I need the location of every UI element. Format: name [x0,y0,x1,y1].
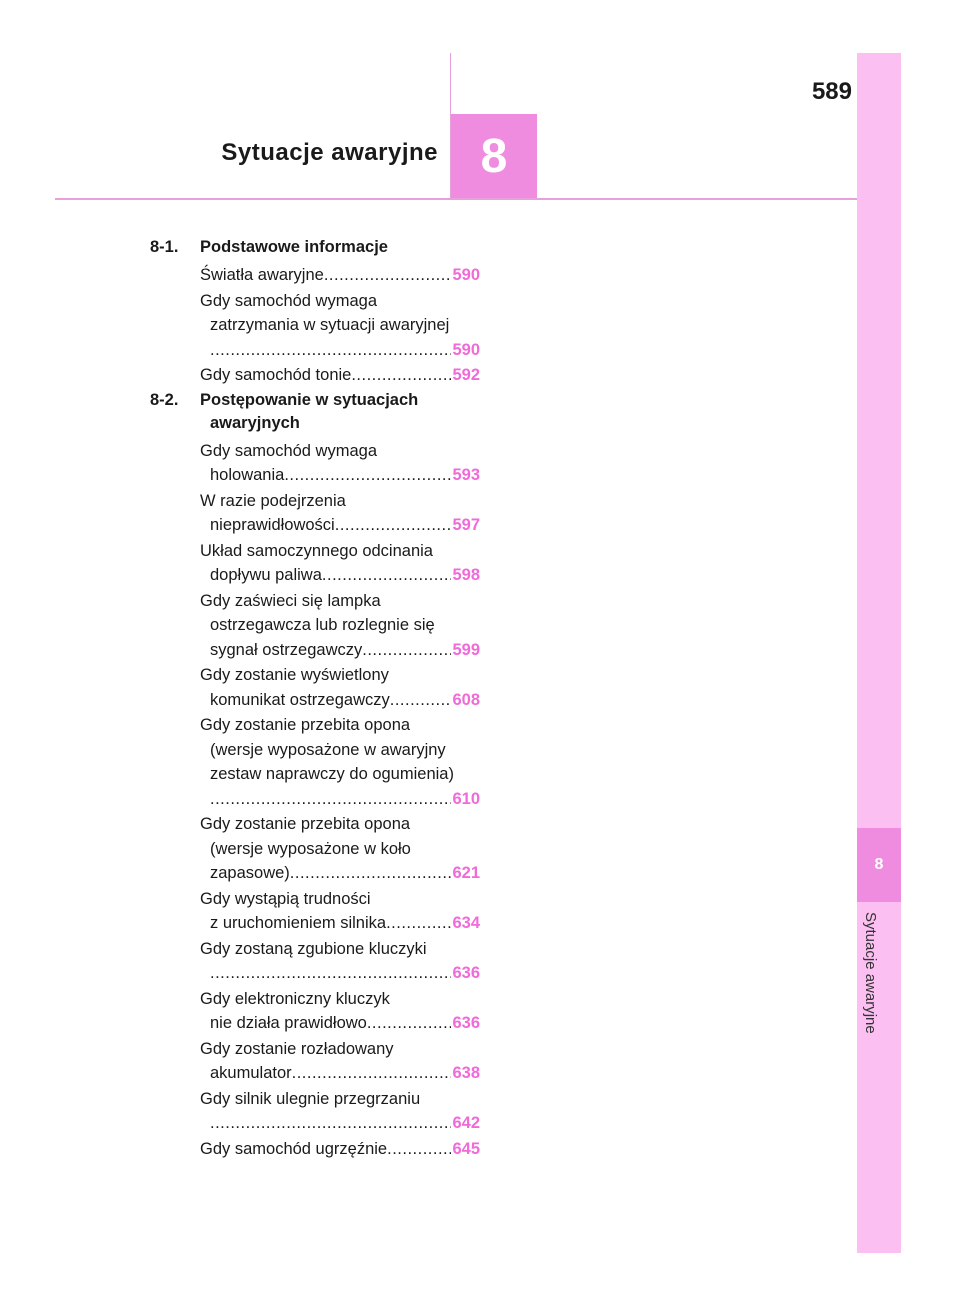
toc-entry-link[interactable] [150,1137,480,1162]
dot-leader [335,513,452,538]
toc-entry-text: Gdy wystąpią trudności [200,889,371,908]
toc-entry-link[interactable] [150,713,480,811]
toc-entry-text: Gdy samochód ugrzęźnie [200,1139,388,1158]
toc-entry-text: (wersje wyposażone w koło [210,839,411,858]
toc-section-title: Postępowanie w sytuacjach awaryjnych [200,390,419,432]
toc-entry-text: W razie podejrzenia [200,491,346,510]
dot-leader [210,1111,451,1136]
toc-entry-page-number[interactable]: 638 [452,1064,480,1082]
toc-section-heading [150,389,480,435]
toc-entry-text: holowania [210,466,285,484]
toc-entry-link[interactable] [150,812,480,886]
toc-entry-text: Światła awaryjne [200,266,324,284]
toc-section-number: 8-2. [150,390,179,409]
toc-entry-page-number[interactable]: 598 [452,566,480,584]
toc-entry-link[interactable] [150,937,480,986]
toc-entry-text: zapasowe) [210,864,290,882]
dot-leader [390,688,452,713]
toc-entry-link[interactable] [150,263,480,288]
page-number: 589 [811,78,852,105]
toc-entry-text: komunikat ostrzegawczy [210,690,390,709]
toc-entry-text: Gdy samochód wymaga [200,291,377,310]
toc-entry-page-number[interactable]: 599 [452,640,480,659]
side-tab-number: 8 [874,856,884,873]
toc-entry-page-number[interactable]: 590 [452,266,480,284]
chapter-title: Sytuacje awaryjne [221,139,438,166]
toc-entry-link[interactable] [150,363,480,388]
toc-section-heading [150,236,480,259]
toc-entry-text: Gdy zostanie przebita opona [200,716,411,734]
toc-entry-page-number[interactable]: 610 [452,789,480,808]
toc-entry-text: Układ samoczynnego odcinania [200,541,433,560]
toc-entry-text: Gdy zostaną zgubione kluczyki [200,939,427,958]
side-tab-label: Sytuacje awaryjne [862,912,879,1034]
toc-entry-page-number[interactable]: 593 [452,466,480,484]
chapter-number-box [451,114,537,198]
toc-entry-link[interactable] [150,987,480,1036]
dot-leader [210,961,451,986]
toc-entry-link[interactable] [150,1037,480,1086]
chapter-number: 8 [480,129,508,183]
dot-leader [322,563,452,588]
toc-entry-link[interactable] [150,887,480,936]
dot-leader [210,338,451,363]
toc-entry-text: Gdy samochód wymaga [200,441,377,460]
toc-entry-page-number[interactable]: 636 [452,964,480,982]
toc-entry-link[interactable] [150,1087,480,1136]
toc-entry-text: ostrzegawcza lub rozlegnie się [210,616,435,634]
toc-entry-text: nie działa prawidłowo [210,1014,367,1032]
toc-section-number: 8-1. [150,238,179,256]
toc-entry-link[interactable] [150,539,480,588]
dot-leader [290,861,452,886]
toc-entry-link[interactable] [150,489,480,538]
toc-entry-link[interactable] [150,663,480,712]
toc-entry-text: nieprawidłowości [210,516,335,534]
dot-leader [292,1061,452,1086]
dot-leader [324,263,452,288]
toc-entry-page-number[interactable]: 608 [452,690,480,709]
toc-entry-link[interactable] [150,589,480,663]
toc-entry-text: Gdy zostanie rozładowany [200,1039,394,1058]
dot-leader [210,787,451,812]
toc-entry-text: zestaw naprawczy do ogumienia) [210,765,454,783]
dot-leader [386,911,451,936]
dot-leader [367,1011,452,1036]
toc-entry-text: Gdy silnik ulegnie przegrzaniu [200,1089,421,1108]
toc-entry-text: akumulator [210,1064,292,1082]
dot-leader [351,363,451,388]
toc-entry-text: Gdy elektroniczny kluczyk [200,989,390,1008]
toc-entry-text: Gdy zostanie przebita opona [200,815,411,833]
toc-entry-text: sygnał ostrzegawczy [210,640,363,659]
dot-leader [284,463,451,488]
toc-entry-page-number[interactable]: 592 [452,366,480,384]
toc-entry-page-number[interactable]: 642 [452,1114,480,1132]
side-tab-number-box[interactable] [857,828,901,902]
toc-entry-text: (wersje wyposażone w awaryjny [210,740,446,759]
toc-entry-link[interactable] [150,289,480,363]
table-of-contents [150,236,480,1162]
toc-entry-text: zatrzymania w sytuacji awaryjnej [210,316,450,334]
dot-leader [362,638,451,663]
header-horizontal-rule [55,198,857,200]
toc-section-title: Podstawowe informacje [200,238,388,256]
toc-entry-page-number[interactable]: 645 [452,1139,480,1158]
toc-entry-page-number[interactable]: 597 [452,516,480,534]
toc-entry-text: Gdy samochód tonie [200,366,352,384]
toc-entry-text: z uruchomieniem silnika [210,914,387,932]
toc-entry-text: dopływu paliwa [210,566,322,584]
dot-leader [387,1137,451,1162]
toc-entry-page-number[interactable]: 636 [452,1014,480,1032]
side-tab-strip [857,53,901,1253]
toc-entry-page-number[interactable]: 634 [452,914,480,932]
toc-entry-page-number[interactable]: 621 [452,864,480,882]
toc-entry-text: Gdy zostanie wyświetlony [200,666,389,684]
toc-entry-text: Gdy zaświeci się lampka [200,591,381,610]
toc-entry-page-number[interactable]: 590 [452,340,480,359]
toc-entry-link[interactable] [150,439,480,488]
